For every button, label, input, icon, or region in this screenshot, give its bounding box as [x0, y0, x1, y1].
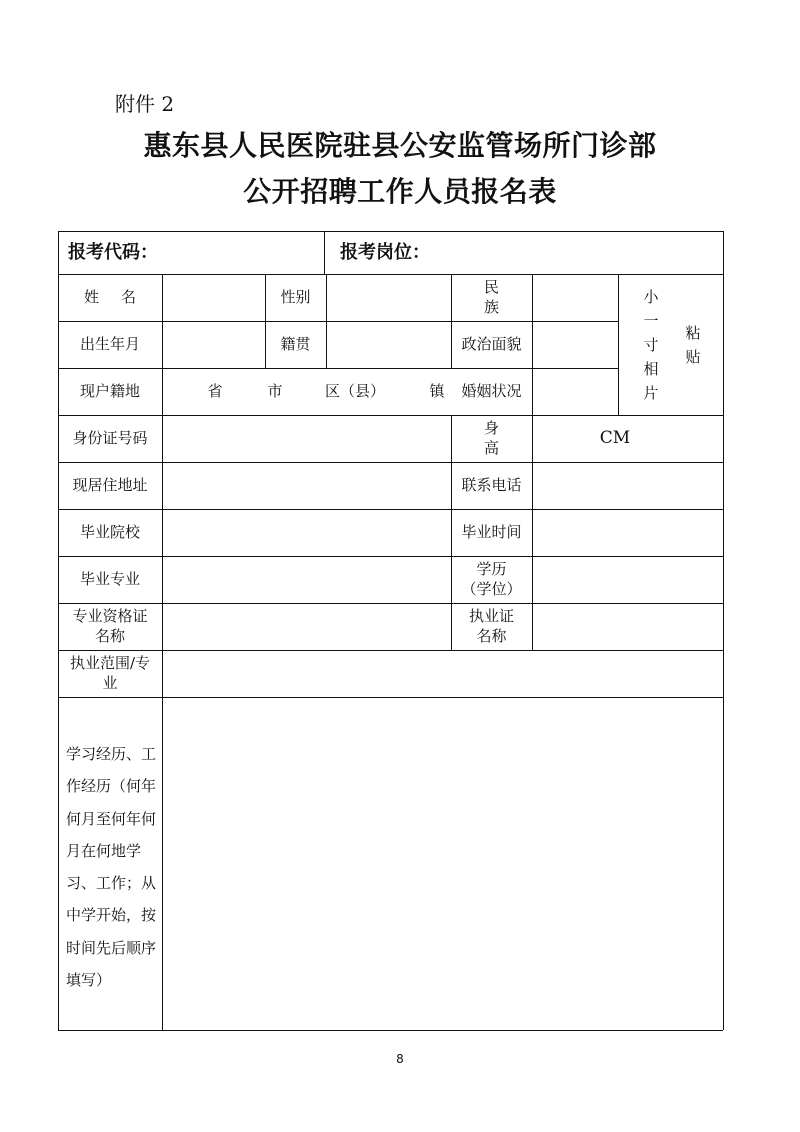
education-history-label: 学习经历、工作经历（何年何月至何年何月在何地学习、工作；从中学开始，按时间先后顺序填写）: [66, 745, 157, 989]
major-label: 毕业专业: [79, 569, 140, 588]
school-label: 毕业院校: [79, 522, 140, 541]
ethnicity-label: 民族: [483, 278, 521, 316]
qualification-label: 专业资格证 名称: [72, 607, 148, 645]
city-label: 市: [267, 381, 283, 400]
birth-label: 出生年月: [79, 334, 140, 353]
political-status-label: 政治面貌: [461, 334, 522, 353]
photo-label-left: 小 一 寸 相 片: [643, 288, 659, 402]
photo-label-right: 粘 贴: [685, 324, 701, 366]
phone-label: 联系电话: [461, 475, 522, 494]
gender-label: 性别: [280, 287, 311, 306]
license-label: 执业证 名称: [468, 607, 514, 645]
height-unit: CM: [599, 428, 631, 449]
town-label: 镇: [429, 381, 445, 400]
province-label: 省: [207, 381, 223, 400]
exam-post-label: 报考岗位：: [340, 242, 430, 264]
form-title-line2: 公开招聘工作人员报名表: [243, 175, 557, 208]
grad-time-label: 毕业时间: [461, 522, 522, 541]
district-label: 区（县）: [324, 381, 385, 400]
degree-label: 学历 （学位）: [461, 560, 522, 598]
residence-label: 现户籍地: [79, 381, 140, 400]
native-place-label: 籍贯: [280, 334, 311, 353]
form-title-line1: 惠东县人民医院驻县公安监管场所门诊部: [143, 129, 657, 162]
name-label: 姓名: [83, 287, 158, 306]
exam-code-label: 报考代码：: [68, 242, 158, 264]
annex-label: 附件 2: [115, 92, 175, 116]
address-label: 现居住地址: [72, 475, 148, 494]
practice-scope-label: 执业范围/专 业: [69, 654, 151, 692]
height-label: 身高: [483, 419, 521, 457]
id-number-label: 身份证号码: [72, 428, 148, 447]
page-number: 8: [396, 1052, 404, 1066]
marital-status-label: 婚姻状况: [461, 381, 522, 400]
